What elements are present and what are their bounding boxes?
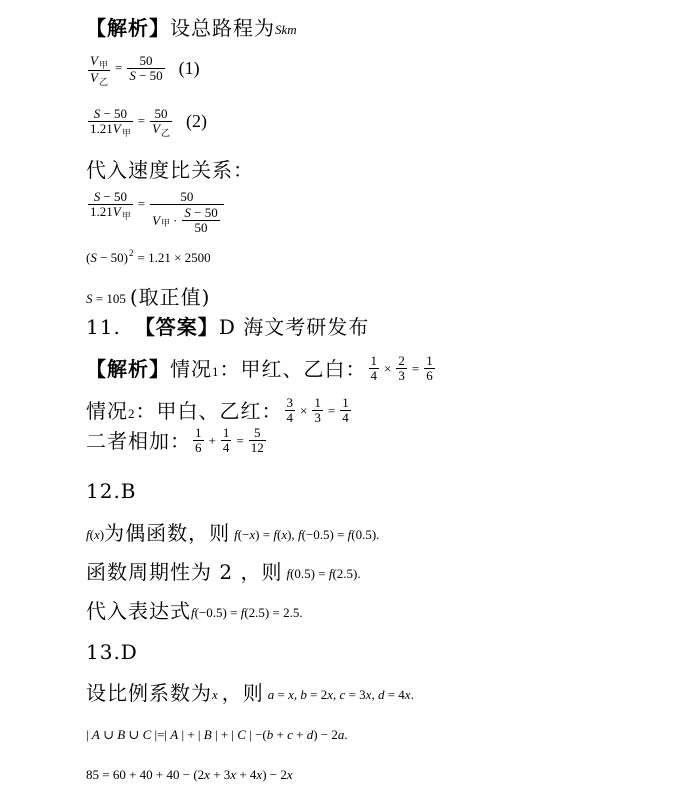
fraction-numerator: 50 <box>150 190 224 205</box>
math-expression: f(0.5) = f(2.5). <box>286 566 361 581</box>
q12-line-2 <box>86 559 361 585</box>
math-variable: S <box>184 205 191 220</box>
math-variable: V <box>112 121 121 136</box>
fraction-denominator <box>88 71 110 87</box>
math-variable: x <box>288 687 294 702</box>
intro-text: 设总路程为 <box>170 16 275 40</box>
equals-sign: = <box>327 402 336 418</box>
equation-4 <box>86 250 211 266</box>
statement-text: 代入表达式 <box>86 599 191 623</box>
math-variable: V <box>152 212 161 228</box>
statement-text: 函数周期性为 2 ，则 <box>86 560 283 584</box>
math-variable: S <box>93 106 101 121</box>
q13-line-1 <box>86 680 414 706</box>
math-variable: a <box>337 727 345 742</box>
speed-subscript: 甲 <box>98 61 108 71</box>
fraction-numerator: 5 <box>249 426 266 441</box>
math-variable: B <box>117 727 126 742</box>
fraction-denominator: 3 <box>398 368 405 383</box>
fraction-numerator: 1 <box>342 395 349 410</box>
question-number: 11. <box>86 315 121 339</box>
fraction-denominator: S − 50 <box>129 68 163 83</box>
compound-fraction <box>150 190 224 235</box>
math-variable: a <box>267 687 275 702</box>
probability-fraction <box>312 396 323 425</box>
math-variable: x <box>256 767 263 782</box>
fraction-denominator <box>88 205 133 221</box>
squared-base: (S − 50) <box>86 250 129 265</box>
fraction-numerator: 1 <box>426 353 433 368</box>
math-variable: f <box>347 527 352 542</box>
result-value: S = 105 <box>86 291 126 306</box>
fraction-denominator: 6 <box>426 368 433 383</box>
speed-symbol <box>152 121 160 136</box>
math-variable: Skm <box>275 22 297 37</box>
question-heading: 12.B <box>86 479 137 503</box>
math-variable: c <box>339 687 346 702</box>
question-heading: 13.D <box>86 640 138 664</box>
math-expression: 85 = 60 + 40 + 40 − (2x + 3x + 4x) − 2x <box>86 767 293 782</box>
statement-text: ，则 <box>221 681 264 705</box>
question-13-heading <box>86 639 138 665</box>
fraction-numerator: S − 50 <box>184 205 218 220</box>
equals-sign: = <box>114 60 123 75</box>
distance-variable <box>275 22 297 38</box>
math-variable: f <box>86 527 90 542</box>
math-variable: f <box>297 527 302 542</box>
fraction-denominator: 3 <box>314 410 321 425</box>
fraction-numerator: S − 50 <box>88 107 133 122</box>
lhs-fraction <box>88 190 133 221</box>
math-variable: b <box>266 727 274 742</box>
equation-tag: (2) <box>186 111 208 131</box>
speed-subscript: 甲 <box>121 129 131 139</box>
math-expression: f(−0.5) = f(2.5) = 2.5. <box>191 605 303 620</box>
equals-sign: = <box>137 196 146 211</box>
probability-fraction <box>285 396 296 425</box>
math-variable: B <box>203 727 212 742</box>
multiply-sign: × <box>300 402 308 418</box>
probability-fraction <box>221 426 232 455</box>
sum-line <box>86 426 268 455</box>
case-description: ：甲红、乙白： <box>219 356 367 381</box>
sum-text: 二者相加： <box>86 428 191 453</box>
math-variable: S <box>90 250 97 265</box>
fraction-numerator: 1 <box>222 425 230 440</box>
substitute-line <box>86 157 254 183</box>
math-variable: V <box>112 204 121 219</box>
math-variable: f <box>234 527 238 542</box>
equals-sign: = <box>411 360 420 376</box>
inclusion-exclusion-formula: | A ∪ B ∪ C |=| A | + | B | + | C | −(b + c + d) − 2a. <box>86 727 348 742</box>
math-variable: C <box>142 727 152 742</box>
solution-intro-line <box>86 15 297 41</box>
math-variable: x <box>204 767 210 782</box>
fraction-numerator <box>88 54 110 71</box>
fraction-numerator: 50 <box>127 54 164 69</box>
equation-3 <box>86 190 226 235</box>
result-note: (取正值) <box>129 285 211 309</box>
math-variable: C <box>237 727 246 742</box>
math-variable: d <box>306 727 314 742</box>
fraction-denominator: 50 <box>194 220 208 235</box>
math-variable: x <box>212 687 218 702</box>
math-variable: x <box>249 527 256 542</box>
math-variable: f <box>191 605 195 620</box>
fraction-denominator: 4 <box>342 410 349 425</box>
speed-subscript: 甲 <box>121 212 131 222</box>
fraction-numerator: 1 <box>370 353 377 368</box>
math-variable: A <box>91 727 100 742</box>
fraction-numerator: 2 <box>398 353 405 368</box>
math-variable: x <box>281 527 288 542</box>
case-2-line <box>86 396 353 425</box>
answer-label: 【答案】 <box>134 315 219 339</box>
equation-1 <box>86 54 200 87</box>
fraction-denominator <box>88 122 133 138</box>
speed-term: 1.21V <box>90 204 121 219</box>
math-variable: x <box>327 687 334 702</box>
fraction-numerator: 3 <box>286 395 293 410</box>
math-variable: f <box>273 527 277 542</box>
multiply-sign: × <box>384 360 392 376</box>
math-variable: x <box>230 767 237 782</box>
case-word: 情况 <box>170 356 212 381</box>
fraction-denominator: 12 <box>250 440 264 455</box>
fraction-numerator: 1 <box>314 395 321 410</box>
math-expression: f(−x) = f(x), f(−0.5) = f(0.5). <box>234 527 380 542</box>
math-expression: a = x, b = 2x, c = 3x, d = 4x. <box>267 687 414 702</box>
case-word: 情况 <box>86 398 128 423</box>
speed-ratio-fraction <box>88 54 110 87</box>
math-variable: S <box>93 189 101 204</box>
math-variable: A <box>170 727 179 742</box>
fraction-denominator: 6 <box>195 440 202 455</box>
math-variable: x <box>404 687 411 702</box>
result-fraction <box>424 354 435 383</box>
question-12-heading <box>86 478 137 504</box>
equation-rhs: = 1.21 × 2500 <box>137 250 211 265</box>
math-variable: f <box>328 566 333 581</box>
math-variable: V <box>90 53 98 68</box>
analysis-label: 【解析】 <box>86 356 170 381</box>
math-variable: S <box>129 68 136 83</box>
fraction-denominator: 4 <box>286 410 293 425</box>
case-index: 2 <box>128 406 135 421</box>
plus-sign: + <box>208 432 216 448</box>
ratio-variable <box>212 687 218 703</box>
lhs-fraction <box>88 107 133 138</box>
statement-text: 为偶函数，则 <box>104 521 231 545</box>
analysis-label: 【解析】 <box>86 16 170 40</box>
inner-fraction <box>182 206 219 235</box>
math-variable: c <box>287 727 293 742</box>
statement-text: 设比例系数为 <box>86 681 212 705</box>
probability-fraction <box>369 354 380 383</box>
result-fraction <box>340 396 351 425</box>
math-variable: d <box>377 687 385 702</box>
answer-text: D 海文考研发布 <box>218 315 370 339</box>
speed-symbol <box>90 53 98 68</box>
case-1-line <box>86 354 437 383</box>
q12-line-1 <box>86 520 379 546</box>
math-variable: f <box>240 605 245 620</box>
probability-fraction <box>193 426 204 455</box>
equals-sign: = <box>236 432 244 448</box>
q13-line-2 <box>86 727 348 743</box>
fraction-numerator: 1 <box>195 425 202 440</box>
rhs-fraction <box>150 107 172 138</box>
math-variable: V <box>152 121 161 136</box>
exponent: 2 <box>129 248 134 258</box>
math-variable: b <box>300 687 307 702</box>
fraction-denominator <box>150 122 172 138</box>
math-variable: f <box>286 566 291 581</box>
distance-ratio-fraction <box>127 54 164 83</box>
speed-subscript: 乙 <box>98 78 108 88</box>
case-index: 1 <box>212 364 219 379</box>
math-variable: x <box>286 767 293 782</box>
probability-fraction <box>396 354 407 383</box>
equals-sign: = <box>137 113 146 128</box>
q12-line-3 <box>86 598 303 624</box>
fraction-denominator: 4 <box>370 368 377 383</box>
substitute-text: 代入速度比关系： <box>86 158 254 182</box>
math-variable: x <box>93 527 100 542</box>
math-variable: V <box>90 70 98 85</box>
math-variable: x <box>365 687 372 702</box>
speed-term: 1.21V <box>90 121 121 136</box>
fraction-numerator: S − 50 <box>88 190 133 205</box>
fraction-denominator <box>150 205 224 235</box>
speed-subscript: 乙 <box>161 129 171 139</box>
result-fraction <box>249 426 266 455</box>
equation-tag: (1) <box>178 58 200 78</box>
result-line <box>86 284 210 310</box>
equation-2 <box>86 107 207 138</box>
q13-line-3 <box>86 767 293 783</box>
speed-subscript: 甲 <box>161 218 171 229</box>
function-symbol: f(x) <box>86 527 105 542</box>
speed-symbol <box>90 70 98 85</box>
multiply-dot: · <box>173 212 178 228</box>
case-description: ：甲白、乙红： <box>135 398 283 423</box>
math-variable: S <box>86 291 93 306</box>
question-11-answer <box>86 314 369 340</box>
fraction-denominator: 4 <box>222 440 230 455</box>
speed-symbol <box>152 214 160 228</box>
fraction-numerator: 50 <box>150 107 172 122</box>
